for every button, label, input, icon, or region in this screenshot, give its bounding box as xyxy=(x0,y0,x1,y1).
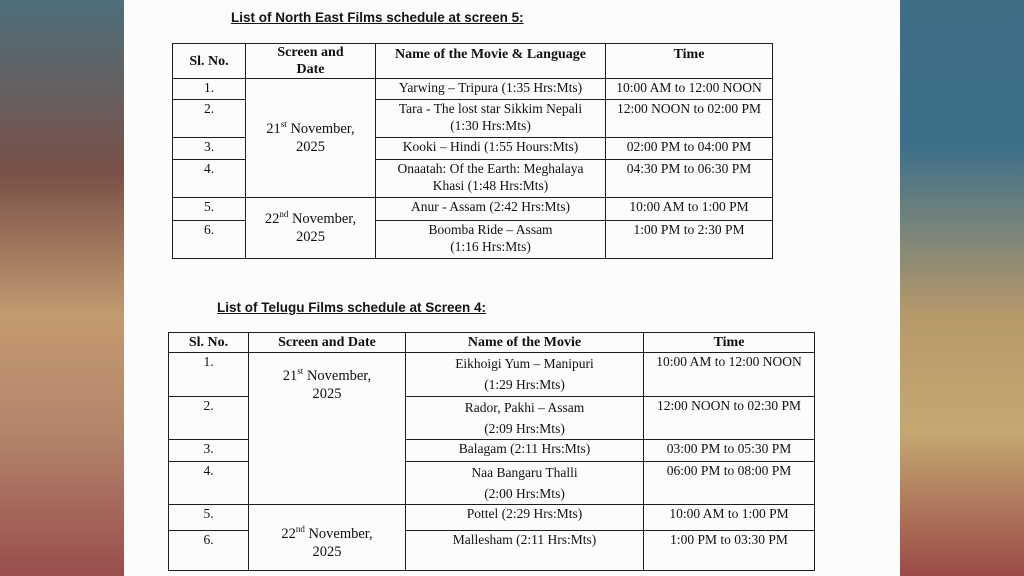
header-screen-date: Screen and Date xyxy=(246,44,376,79)
table-row: 6. Mallesham (2:11 Hrs:Mts) 1:00 PM to 03:30 PM xyxy=(169,531,815,571)
header-movie: Name of the Movie xyxy=(406,333,644,353)
telugu-schedule-table xyxy=(168,332,815,571)
document-page xyxy=(124,0,900,576)
header-time: Time xyxy=(644,333,815,353)
date-cell: 22nd November, 2025 xyxy=(246,198,376,259)
header-time: Time xyxy=(606,44,773,79)
table-row: 1. 21st November, 2025 Eikhoigi Yum – Manipuri (1:29 Hrs:Mts) 10:00 AM to 12:00 NOON xyxy=(169,353,815,397)
table-row: 2. Rador, Pakhi – Assam (2:09 Hrs:Mts) 12:00 NOON to 02:30 PM xyxy=(169,397,815,440)
date-cell: 21st November, 2025 xyxy=(249,353,406,505)
table-row: 3. Kooki – Hindi (1:55 Hours:Mts) 02:00 PM to 04:00 PM xyxy=(173,138,773,160)
table2-title: List of Telugu Films schedule at Screen 4: xyxy=(217,300,487,315)
table-row: 3. Balagam (2:11 Hrs:Mts) 03:00 PM to 05:30 PM xyxy=(169,440,815,462)
north-east-schedule-table xyxy=(172,43,773,259)
header-sl-no: Sl. No. xyxy=(169,333,249,353)
table-row: 6. Boomba Ride – Assam (1:16 Hrs:Mts) 1:00 PM to 2:30 PM xyxy=(173,221,773,259)
table-row: 1. 21st November, 2025 Yarwing – Tripura (1:35 Hrs:Mts) 10:00 AM to 12:00 NOON xyxy=(173,79,773,100)
blurred-background-right xyxy=(900,0,1024,576)
table-row: 5. 22nd November, 2025 Pottel (2:29 Hrs:Mts) 10:00 AM to 1:00 PM xyxy=(169,505,815,531)
date-cell: 21st November, 2025 xyxy=(246,79,376,198)
table-row: 2. Tara - The lost star Sikkim Nepali (1:30 Hrs:Mts) 12:00 NOON to 02:00 PM xyxy=(173,100,773,138)
header-screen-date: Screen and Date xyxy=(249,333,406,353)
table-row: 4. Onaatah: Of the Earth: Meghalaya Khasi (1:48 Hrs:Mts) 04:30 PM to 06:30 PM xyxy=(173,160,773,198)
table1-title: List of North East Films schedule at screen 5: xyxy=(231,10,524,25)
blurred-background-left xyxy=(0,0,124,576)
header-sl-no: Sl. No. xyxy=(173,44,246,79)
table-row: 5. 22nd November, 2025 Anur - Assam (2:42 Hrs:Mts) 10:00 AM to 1:00 PM xyxy=(173,198,773,221)
date-cell: 22nd November, 2025 xyxy=(249,505,406,571)
header-movie: Name of the Movie & Language xyxy=(376,44,606,79)
table-row: 4. Naa Bangaru Thalli (2:00 Hrs:Mts) 06:00 PM to 08:00 PM xyxy=(169,462,815,505)
